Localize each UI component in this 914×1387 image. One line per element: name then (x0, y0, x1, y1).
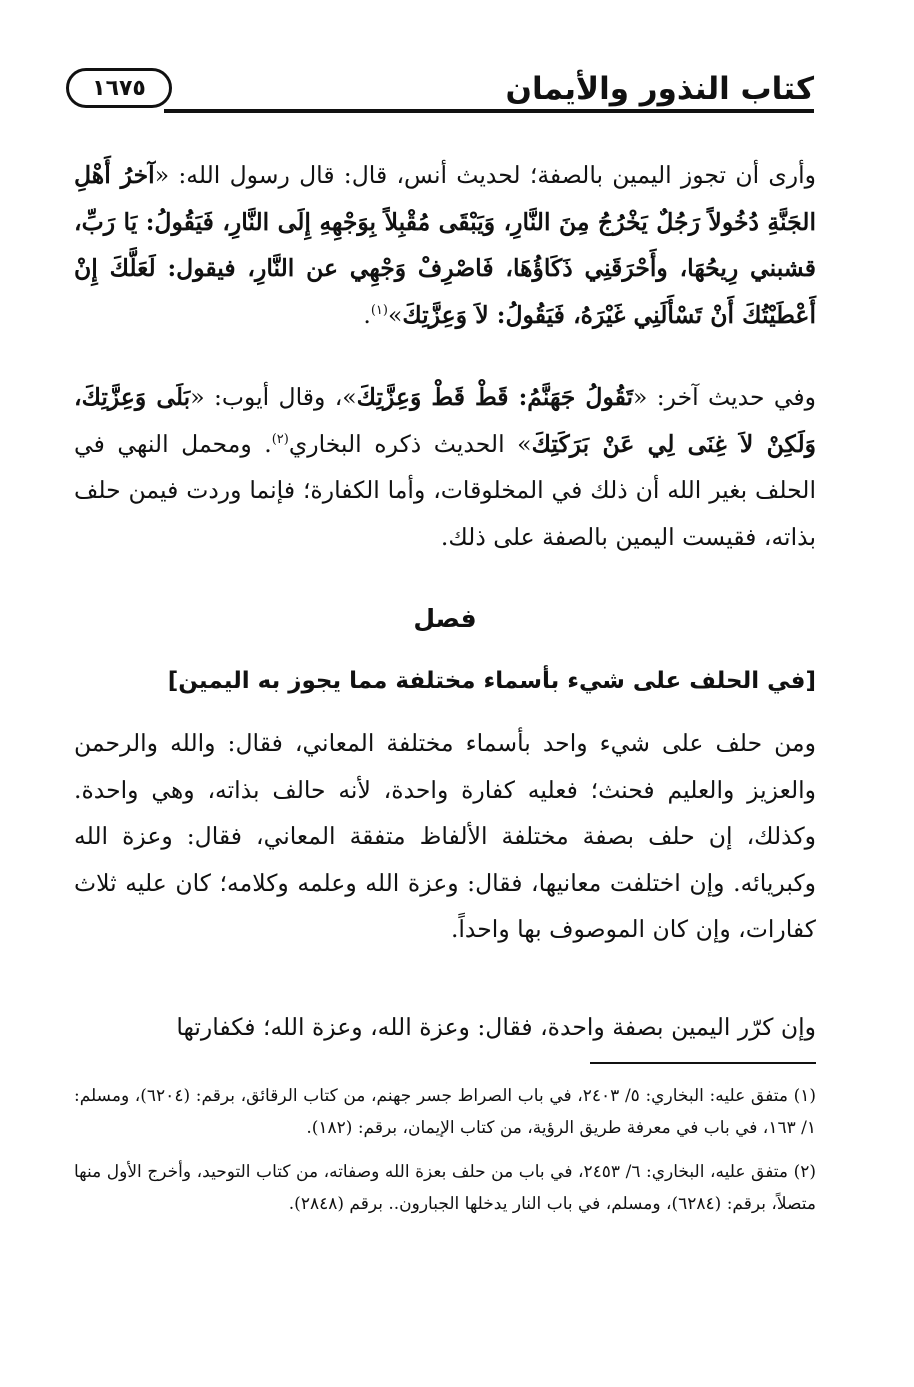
p2-mid: »، وقال أيوب: « (190, 383, 357, 411)
section-subheading: [في الحلف على شيء بأسماء مختلفة مما يجوز به اليمين] (167, 668, 816, 694)
p1-end: . (363, 300, 371, 329)
paragraph-4 (74, 1004, 816, 1051)
paragraph-2-text (74, 374, 816, 560)
hadith-quote-1: آخرُ أَهْلِ الجَنَّةِ دُخُولاً رَجُلٌ يَخْرُجُ مِنَ النَّارِ، وَيَبْقَى مُقْبِلاً بِوَجْهِهِ إِلَى النَّارِ، فَيَقُولُ: يَا رَبِّ، قشبني رِيحُهَا، وأَحْرَقَنِي ذَكَاؤُهَا، فَاصْرِفْ وَجْهِي عن النَّارِ، فيقول: لَعَلَّكَ إِنْ أَعْطَيْتُكَ أَنْ تَسْأَلَنِي غَيْرَهُ، فَيَقُولُ: لاَ وَعِزَّتِكَ (74, 161, 816, 329)
p2-intro: وفي حديث آخر: « (633, 383, 817, 411)
footnote-1: (١) متفق عليه: البخاري: ٥/ ٢٤٠٣، في باب الصراط جسر جهنم، من كتاب الرقائق، برقم: (٦٢٠٤)، ومسلم: ١/ ١٦٣، في باب في معرفة طريق الرؤية، من كتاب الإيمان، برقم: (١٨٢). (74, 1086, 816, 1138)
page-number-badge (66, 68, 172, 108)
p1-intro: وأرى أن تجوز اليمين بالصفة؛ لحديث أنس، قال: قال رسول الله: « (154, 161, 816, 189)
footnote-divider (590, 1062, 816, 1064)
header-rule (164, 109, 814, 113)
paragraph-4-text: وإن كرّر اليمين بصفة واحدة، فقال: وعزة الله، وعزة الله؛ فكفارتها (176, 1013, 816, 1041)
paragraph-1-text: وأرى أن تجوز اليمين بالصفة؛ لحديث أنس، قال: قال رسول الله: «آخرُ أَهْلِ الجَنَّةِ دُخُولاً رَجُلٌ يَخْرُجُ مِنَ النَّارِ، وَيَبْقَى مُقْبِلاً بِوَجْهِهِ إِلَى النَّارِ، فَيَقُولُ: يَا رَبِّ، قشبني رِيحُهَا، وأَحْرَقَنِي ذَكَاؤُهَا، فَاصْرِفْ وَجْهِي عن النَّارِ، فيقول: لَعَلَّكَ إِنْ أَعْطَيْتُكَ أَنْ تَسْأَلَنِي غَيْرَهُ، فَيَقُولُ: لاَ وَعِزَّتِكَ»$^{(١)}$. (74, 161, 816, 329)
hadith-quote-2: تَقُولُ جَهَنَّمُ: قَطْ قَطْ وَعِزَّتِكَ (356, 383, 634, 411)
footnote-ref-2[interactable]: (٢) (271, 431, 289, 447)
footnote-2: (٢) متفق عليه، البخاري: ٦/ ٢٤٥٣، في باب من حلف بعزة الله وصفاته، من كتاب التوحيد، وأخرج الأول منها متصلاً، برقم: (٦٢٨٤)، ومسلم، في باب النار يدخلها الجبارون.. برقم (٢٨٤٨). (74, 1162, 816, 1214)
p2-attribution: » الحديث ذكره البخاري (288, 429, 532, 458)
paragraph-3 (74, 720, 816, 953)
paragraph-2 (74, 374, 816, 560)
footnote-ref-1[interactable]: (١) (370, 302, 388, 318)
paragraph-1 (74, 152, 816, 338)
footnotes (74, 1080, 816, 1232)
section-heading: فصل (413, 604, 477, 633)
hadith-quote-3: بَلَى وَعِزَّتِكَ، وَلَكِنْ لاَ غِنَى لِي عَنْ بَرَكَتِكَ (74, 383, 816, 458)
page-header (66, 64, 814, 118)
book-title: كتاب النذور والأيمان (505, 71, 814, 107)
page-number: ١٦٧٥ (92, 75, 146, 101)
paragraph-3-text: ومن حلف على شيء واحد بأسماء مختلفة المعاني، فقال: والله والرحمن والعزيز والعليم فحنث؛ فعليه كفارة واحدة، لأنه حالف بذاته، وهي واحدة. وكذلك، إن حلف بصفة مختلفة الألفاظ متفقة المعاني، فقال: وعزة الله وكبريائه. وإن اختلفت معانيها، فقال: وعزة الله وعلمه وكلامه؛ كان عليه ثلاث كفارات، وإن كان الموصوف بها واحداً. (74, 729, 816, 943)
p2-end: . ومحمل النهي في الحلف بغير الله أن ذلك في المخلوقات، وأما الكفارة؛ فإنما وردت فيمن حلف بذاته، فقيست اليمين بالصفة على ذلك. (74, 429, 816, 551)
